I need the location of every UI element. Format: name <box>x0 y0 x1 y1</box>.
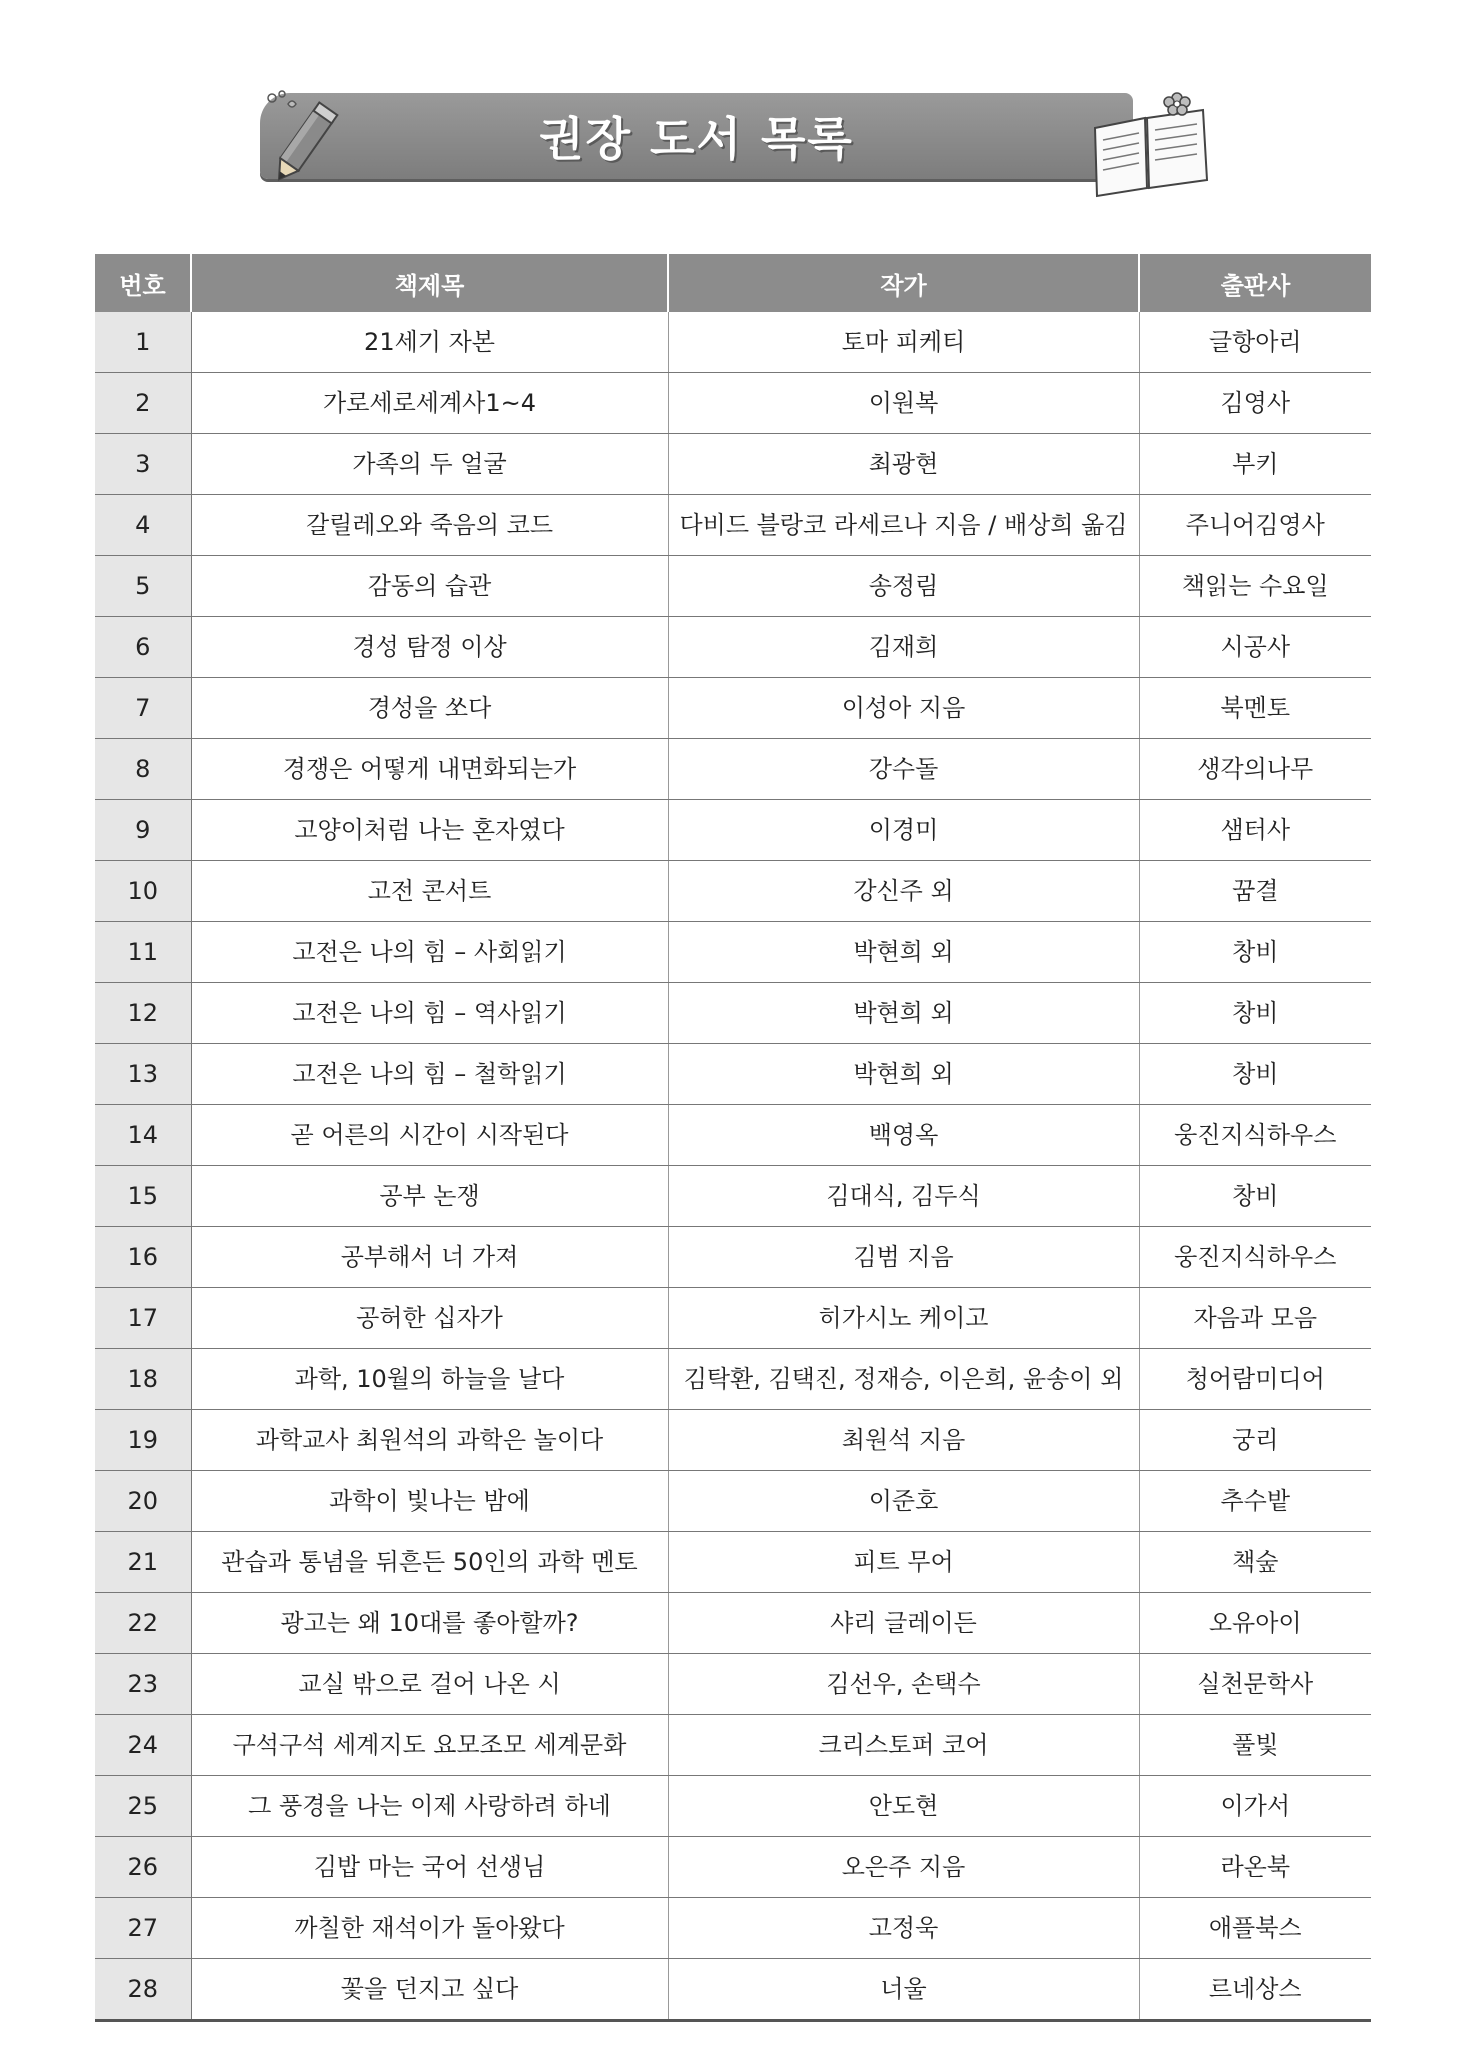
title-cell: 고전은 나의 힘 – 역사읽기 <box>191 983 668 1044</box>
number-cell: 6 <box>95 617 191 678</box>
number-cell: 22 <box>95 1593 191 1654</box>
title-cell: 고양이처럼 나는 혼자였다 <box>191 800 668 861</box>
number-cell: 12 <box>95 983 191 1044</box>
table-row <box>95 373 1371 434</box>
publisher-cell: 책읽는 수요일 <box>1139 556 1371 617</box>
table-row <box>95 1837 1371 1898</box>
publisher-cell: 풀빛 <box>1139 1715 1371 1776</box>
table-row <box>95 495 1371 556</box>
page-title: 권장 도서 목록 <box>539 112 854 166</box>
author-cell: 강신주 외 <box>668 861 1139 922</box>
table-row <box>95 556 1371 617</box>
publisher-cell: 애플북스 <box>1139 1898 1371 1959</box>
number-cell: 21 <box>95 1532 191 1593</box>
title-cell: 고전은 나의 힘 – 사회읽기 <box>191 922 668 983</box>
title-cell: 공허한 십자가 <box>191 1288 668 1349</box>
table-row <box>95 1410 1371 1471</box>
table-row <box>95 983 1371 1044</box>
table-row <box>95 1227 1371 1288</box>
number-cell: 24 <box>95 1715 191 1776</box>
publisher-cell: 북멘토 <box>1139 678 1371 739</box>
publisher-cell: 김영사 <box>1139 373 1371 434</box>
author-cell: 히가시노 케이고 <box>668 1288 1139 1349</box>
number-cell: 11 <box>95 922 191 983</box>
title-cell: 과학이 빛나는 밤에 <box>191 1471 668 1532</box>
number-cell: 8 <box>95 739 191 800</box>
author-cell: 이성아 지음 <box>668 678 1139 739</box>
table-row <box>95 861 1371 922</box>
table-body <box>95 312 1371 2021</box>
publisher-cell: 웅진지식하우스 <box>1139 1227 1371 1288</box>
publisher-cell: 오유아이 <box>1139 1593 1371 1654</box>
author-cell: 강수돌 <box>668 739 1139 800</box>
title-cell: 광고는 왜 10대를 좋아할까? <box>191 1593 668 1654</box>
number-cell: 26 <box>95 1837 191 1898</box>
number-cell: 5 <box>95 556 191 617</box>
publisher-cell: 샘터사 <box>1139 800 1371 861</box>
title-cell: 경성 탐정 이상 <box>191 617 668 678</box>
author-cell: 이경미 <box>668 800 1139 861</box>
author-cell: 최원석 지음 <box>668 1410 1139 1471</box>
publisher-cell: 창비 <box>1139 983 1371 1044</box>
number-cell: 10 <box>95 861 191 922</box>
publisher-cell: 추수밭 <box>1139 1471 1371 1532</box>
number-cell: 14 <box>95 1105 191 1166</box>
table-row <box>95 800 1371 861</box>
author-cell: 김선우, 손택수 <box>668 1654 1139 1715</box>
table-row <box>95 1044 1371 1105</box>
title-cell: 경쟁은 어떻게 내면화되는가 <box>191 739 668 800</box>
table-row <box>95 1288 1371 1349</box>
table-row <box>95 434 1371 495</box>
table-row <box>95 1166 1371 1227</box>
table-row <box>95 1776 1371 1837</box>
publisher-cell: 창비 <box>1139 922 1371 983</box>
column-header-number: 번호 <box>95 254 191 312</box>
number-cell: 2 <box>95 373 191 434</box>
publisher-cell: 글항아리 <box>1139 312 1371 373</box>
title-cell: 과학, 10월의 하늘을 날다 <box>191 1349 668 1410</box>
author-cell: 박현희 외 <box>668 983 1139 1044</box>
column-header-author: 작가 <box>668 254 1139 312</box>
publisher-cell: 청어람미디어 <box>1139 1349 1371 1410</box>
author-cell: 박현희 외 <box>668 922 1139 983</box>
number-cell: 28 <box>95 1959 191 2021</box>
table-row <box>95 1654 1371 1715</box>
author-cell: 샤리 글레이든 <box>668 1593 1139 1654</box>
author-cell: 다비드 블랑코 라세르나 지음 / 배상희 옮김 <box>668 495 1139 556</box>
table-row <box>95 1715 1371 1776</box>
number-cell: 19 <box>95 1410 191 1471</box>
title-cell: 공부해서 너 가져 <box>191 1227 668 1288</box>
table-row <box>95 739 1371 800</box>
number-cell: 23 <box>95 1654 191 1715</box>
number-cell: 18 <box>95 1349 191 1410</box>
title-cell: 곧 어른의 시간이 시작된다 <box>191 1105 668 1166</box>
title-cell: 고전 콘서트 <box>191 861 668 922</box>
author-cell: 오은주 지음 <box>668 1837 1139 1898</box>
title-cell: 까칠한 재석이가 돌아왔다 <box>191 1898 668 1959</box>
author-cell: 크리스토퍼 코어 <box>668 1715 1139 1776</box>
number-cell: 25 <box>95 1776 191 1837</box>
title-cell: 과학교사 최원석의 과학은 놀이다 <box>191 1410 668 1471</box>
publisher-cell: 책숲 <box>1139 1532 1371 1593</box>
author-cell: 너울 <box>668 1959 1139 2021</box>
publisher-cell: 생각의나무 <box>1139 739 1371 800</box>
table-row <box>95 312 1371 373</box>
title-cell: 21세기 자본 <box>191 312 668 373</box>
book-list-table <box>95 254 1371 2022</box>
author-cell: 송정림 <box>668 556 1139 617</box>
author-cell: 김탁환, 김택진, 정재승, 이은희, 윤송이 외 <box>668 1349 1139 1410</box>
author-cell: 토마 피케티 <box>668 312 1139 373</box>
table-row <box>95 617 1371 678</box>
author-cell: 고정욱 <box>668 1898 1139 1959</box>
number-cell: 7 <box>95 678 191 739</box>
publisher-cell: 주니어김영사 <box>1139 495 1371 556</box>
table-row <box>95 1105 1371 1166</box>
author-cell: 최광현 <box>668 434 1139 495</box>
table-row <box>95 922 1371 983</box>
number-cell: 16 <box>95 1227 191 1288</box>
column-header-title: 책제목 <box>191 254 668 312</box>
publisher-cell: 르네상스 <box>1139 1959 1371 2021</box>
title-cell: 가로세로세계사1~4 <box>191 373 668 434</box>
author-cell: 이원복 <box>668 373 1139 434</box>
table-row <box>95 1593 1371 1654</box>
table-row <box>95 1959 1371 2021</box>
title-cell: 그 풍경을 나는 이제 사랑하려 하네 <box>191 1776 668 1837</box>
author-cell: 박현희 외 <box>668 1044 1139 1105</box>
number-cell: 17 <box>95 1288 191 1349</box>
title-cell: 김밥 마는 국어 선생님 <box>191 1837 668 1898</box>
author-cell: 김재희 <box>668 617 1139 678</box>
number-cell: 4 <box>95 495 191 556</box>
title-cell: 갈릴레오와 죽음의 코드 <box>191 495 668 556</box>
title-cell: 감동의 습관 <box>191 556 668 617</box>
number-cell: 13 <box>95 1044 191 1105</box>
open-book-icon <box>1085 88 1215 198</box>
table-row <box>95 1898 1371 1959</box>
publisher-cell: 창비 <box>1139 1166 1371 1227</box>
title-cell: 관습과 통념을 뒤흔든 50인의 과학 멘토 <box>191 1532 668 1593</box>
table-row <box>95 1471 1371 1532</box>
number-cell: 27 <box>95 1898 191 1959</box>
author-cell: 김대식, 김두식 <box>668 1166 1139 1227</box>
title-cell: 구석구석 세계지도 요모조모 세계문화 <box>191 1715 668 1776</box>
publisher-cell: 이가서 <box>1139 1776 1371 1837</box>
publisher-cell: 자음과 모음 <box>1139 1288 1371 1349</box>
table-row <box>95 678 1371 739</box>
author-cell: 이준호 <box>668 1471 1139 1532</box>
author-cell: 김범 지음 <box>668 1227 1139 1288</box>
number-cell: 20 <box>95 1471 191 1532</box>
author-cell: 백영옥 <box>668 1105 1139 1166</box>
title-cell: 고전은 나의 힘 – 철학읽기 <box>191 1044 668 1105</box>
number-cell: 3 <box>95 434 191 495</box>
table-header-row <box>95 254 1371 312</box>
publisher-cell: 라온북 <box>1139 1837 1371 1898</box>
publisher-cell: 꿈결 <box>1139 861 1371 922</box>
table-row <box>95 1349 1371 1410</box>
author-cell: 안도현 <box>668 1776 1139 1837</box>
publisher-cell: 실천문학사 <box>1139 1654 1371 1715</box>
publisher-cell: 시공사 <box>1139 617 1371 678</box>
title-cell: 꽃을 던지고 싶다 <box>191 1959 668 2021</box>
title-cell: 경성을 쏘다 <box>191 678 668 739</box>
publisher-cell: 웅진지식하우스 <box>1139 1105 1371 1166</box>
number-cell: 15 <box>95 1166 191 1227</box>
publisher-cell: 궁리 <box>1139 1410 1371 1471</box>
title-cell: 교실 밖으로 걸어 나온 시 <box>191 1654 668 1715</box>
publisher-cell: 창비 <box>1139 1044 1371 1105</box>
pencil-icon <box>258 88 378 198</box>
publisher-cell: 부키 <box>1139 434 1371 495</box>
title-banner <box>260 93 1133 179</box>
table-row <box>95 1532 1371 1593</box>
number-cell: 9 <box>95 800 191 861</box>
number-cell: 1 <box>95 312 191 373</box>
column-header-publisher: 출판사 <box>1139 254 1371 312</box>
author-cell: 피트 무어 <box>668 1532 1139 1593</box>
title-cell: 가족의 두 얼굴 <box>191 434 668 495</box>
title-cell: 공부 논쟁 <box>191 1166 668 1227</box>
